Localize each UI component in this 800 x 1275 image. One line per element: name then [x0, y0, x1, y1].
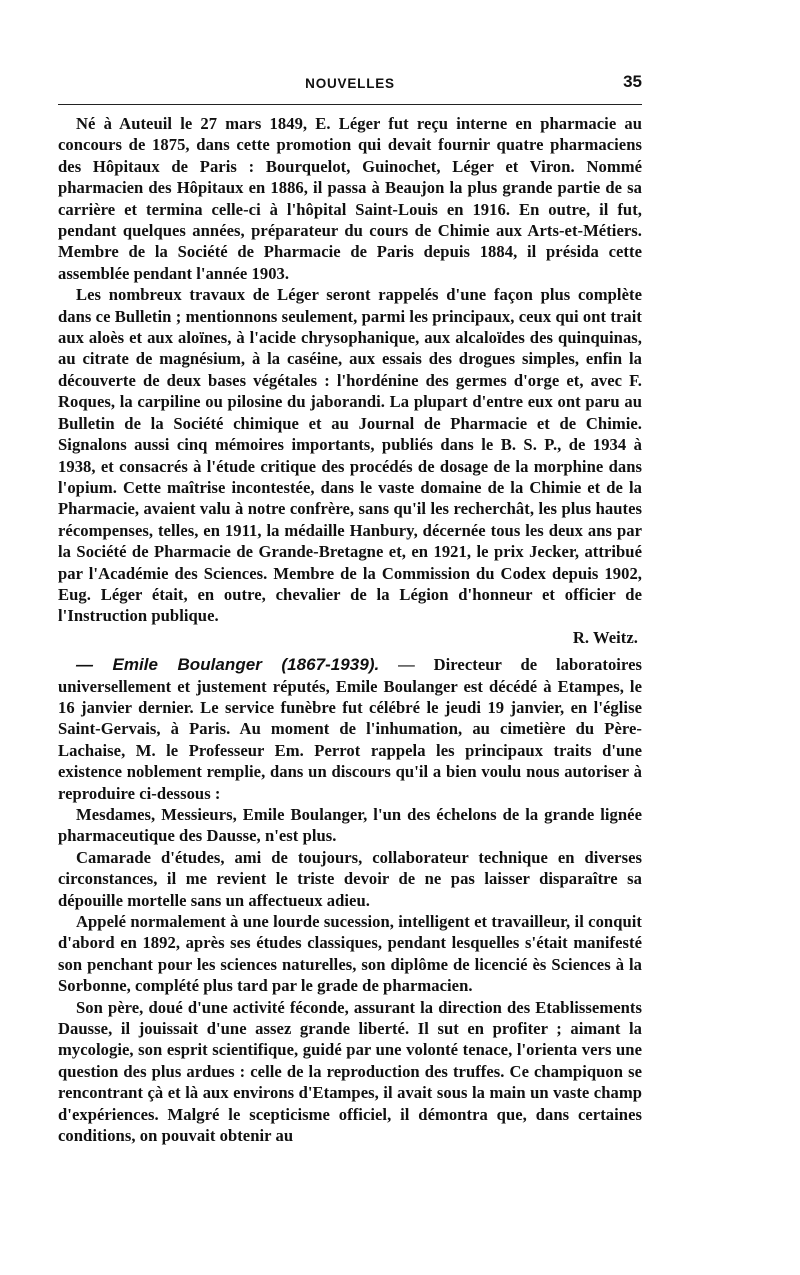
boulanger-paragraph-5: Son père, doué d'une activité féconde, assurant la direction des Etablissements Dausse, il jouissait d'une assez grande liberté. Il sut en profiter ; aimant la mycologie, son esprit scientifique, guidé par une volonté tenace, l'orienta vers une question des plus ardues : celle de la reproduction des truffes. Ce champiquon se rencontrant çà et là aux environs d'Etampes, il avait sous la main un vaste champ d'expériences. Malgré le scepticisme officiel, il démontra que, dans certaines conditions, on pouvait obtenir au [58, 997, 642, 1146]
leger-signature: R. Weitz. [572, 627, 638, 647]
boulanger-paragraph-3: Camarade d'études, ami de toujours, collaborateur technique en diverses circonstances, il me revient le triste devoir de ne pas laisser disparaître sa dépouille mortelle sans un affectueux adieu. [58, 847, 642, 910]
boulanger-obituary-title: — Emile Boulanger (1867-1939). [76, 655, 380, 675]
boulanger-paragraph-2: Mesdames, Messieurs, Emile Boulanger, l'un des échelons de la grande lignée pharmaceutique des Dausse, n'est plus. [58, 805, 642, 846]
running-title: NOUVELLES [305, 76, 395, 91]
page-number: 35 [623, 72, 642, 91]
page-header [58, 66, 642, 98]
boulanger-paragraph-1 [58, 654, 642, 804]
document-page [58, 66, 642, 1147]
header-rule [58, 104, 642, 105]
article-body [58, 113, 642, 1147]
leger-paragraph-2: Les nombreux travaux de Léger seront rappelés d'une façon plus complète dans ce Bulletin ; mentionnons seulement, parmi les principaux, ceux qui ont trait aux aloès et aux aloïnes, à l'acide chrysophanique, aux alcaloïdes des quinquinas, au citrate de magnésium, à la caséine, aux essais des drogues simples, enfin la découverte de deux bases végétales : l'hordénine des germes d'orge et, avec F. Roques, la carpiline ou pilosine du jaborandi. La plupart d'entre eux ont paru au Bulletin de la Société chimique et au Journal de Pharmacie et de Chimie. Signalons aussi cinq mémoires importants, publiés dans le B. S. P., de 1934 à 1938, et consacrés à l'étude critique des procédés de dosage de la morphine dans l'opium. Cette maîtrise incontestée, dans le vaste domaine de la Chimie et de la Pharmacie, avaient valu à notre confrère, sans qu'il les recherchât, les plus hautes récompenses, telles, en 1911, la médaille Hanbury, décernée tous les deux ans par la Société de Pharmacie de Grande-Bretagne et, en 1921, le prix Jecker, attribué par l'Académie des Sciences. Membre de la Commission du Codex depuis 1902, Eug. Léger était, en outre, chevalier de la Légion d'honneur et officier de l'Instruction publique. [58, 285, 642, 626]
leger-paragraph-1: Né à Auteuil le 27 mars 1849, E. Léger fut reçu interne en pharmacie au concours de 1875, dans cette promotion qui devait fournir quatre pharmaciens des Hôpitaux de Paris : Bourquelot, Guinochet, Léger et Viron. Nommé pharmacien des Hôpitaux en 1886, il passa à Beaujon la plus grande partie de sa carrière et termina celle-ci à l'hôpital Saint-Louis en 1916. En outre, il fut, pendant quelques années, préparateur du cours de Chimie aux Arts-et-Métiers. Membre de la Société de Pharmacie de Paris depuis 1884, il présida cette assemblée pendant l'année 1903. [58, 114, 642, 283]
boulanger-intro-text: — Directeur de laboratoires universellement et justement réputés, Emile Boulanger est décédé à Etampes, le 16 janvier dernier. Le service funèbre fut célébré le jeudi 19 janvier, en l'église Saint-Gervais, à Paris. Au moment de l'inhumation, au cimetière du Père-Lachaise, M. le Professeur Em. Perrot rappela les principaux traits d'une existence noblement remplie, dans un discours qu'il a bien voulu nous autoriser à reproduire ci-dessous : [58, 655, 642, 803]
boulanger-paragraph-4: Appelé normalement à une lourde sucession, intelligent et travailleur, il conquit d'abord en 1892, après ses études classiques, pendant lesquelles s'était manifesté son penchant pour les sciences naturelles, son diplôme de licencié ès Sciences à la Sorbonne, complété plus tard par le grade de pharmacien. [58, 912, 642, 996]
